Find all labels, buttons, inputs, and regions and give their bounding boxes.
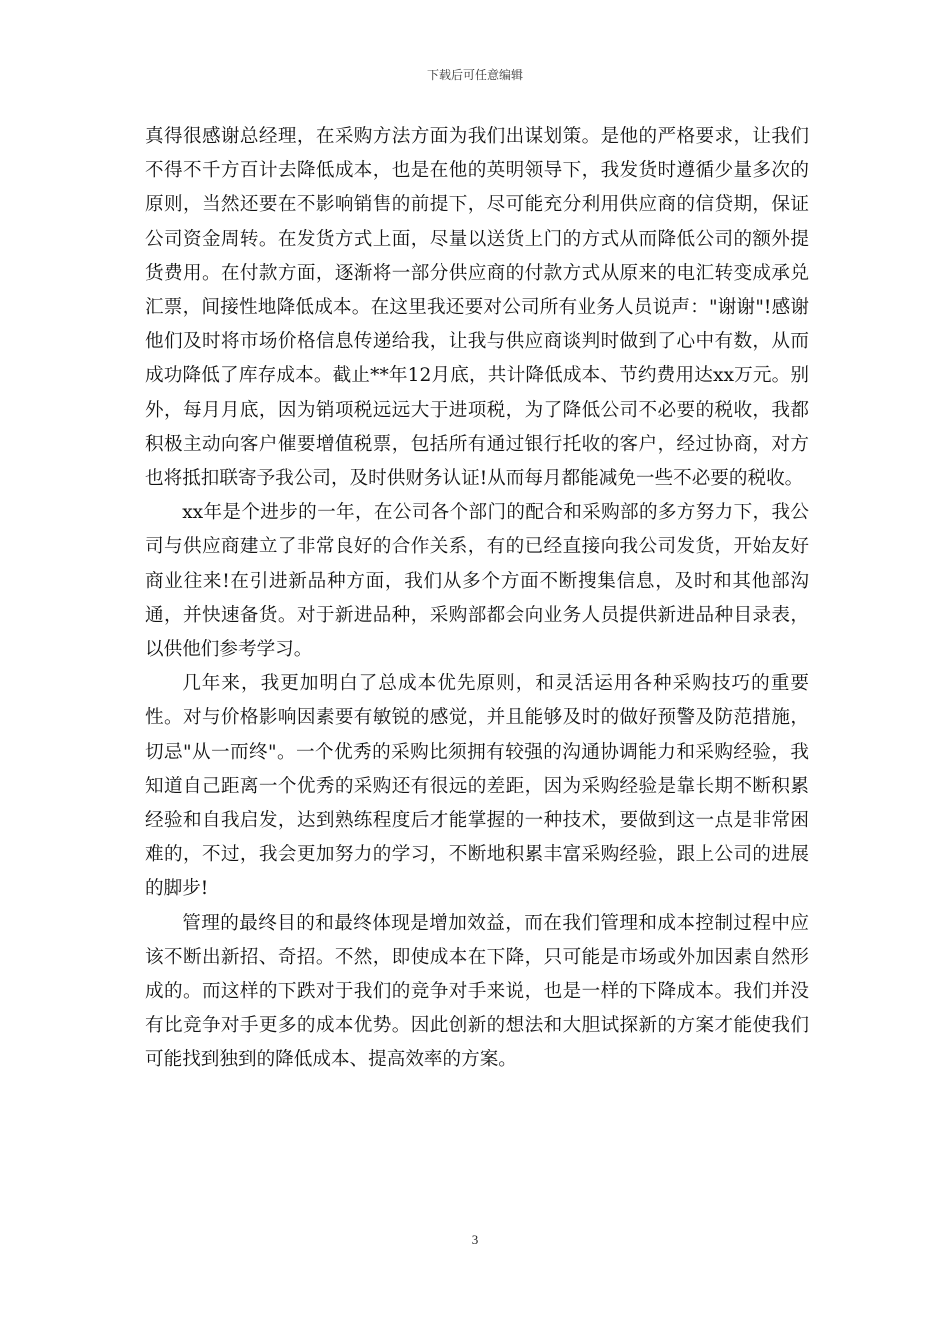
- paragraph: 管理的最终目的和最终体现是增加效益，而在我们管理和成本控制过程中应该不断出新招、奇招。不然，即使成本在下降，只可能是市场或外加因素自然形成的。而这样的下跌对于我们的竞争对手来说，也是一样的下降成本。我们并没有比竞争对手更多的成本优势。因此创新的想法和大胆试探新的方案才能使我们可能找到独到的降低成本、提高效率的方案。: [145, 912, 809, 1071]
- page-header: 下载后可任意编辑: [426, 68, 523, 82]
- paragraph: xx年是个进步的一年，在公司各个部门的配合和采购部的多方努力下，我公司与供应商建立了非常良好的合作关系，有的已经直接向我公司发货，开始友好商业往来!在引进新品种方面，我们从多个方面不断搜集信息，及时和其他部沟通，并快速备货。对于新进品种，采购部都会向业务人员提供新进品种目录表，以供他们参考学习。: [145, 502, 809, 661]
- paragraph: 几年来，我更加明白了总成本优先原则，和灵活运用各种采购技巧的重要性。对与价格影响因素要有敏锐的感觉，并且能够及时的做好预警及防范措施，切忌"从一而终"。一个优秀的采购比须拥有较强的沟通协调能力和采购经验，我知道自己距离一个优秀的采购还有很远的差距，因为采购经验是靠长期不断积累经验和自我启发，达到熟练程度后才能掌握的一种技术，要做到这一点是非常困难的，不过，我会更加努力的学习，不断地积累丰富采购经验，跟上公司的进展的脚步!: [145, 673, 809, 900]
- page-number: 3: [471, 1232, 479, 1247]
- document-body: [145, 120, 809, 1078]
- paragraph-continued: 真得很感谢总经理，在采购方法方面为我们出谋划策。是他的严格要求，让我们不得不千方百计去降低成本，也是在他的英明领导下，我发货时遵循少量多次的原则，当然还要在不影响销售的前提下，尽可能充分利用供应商的信贷期，保证公司资金周转。在发货方式上面，尽量以送货上门的方式从而降低公司的额外提货费用。在付款方面，逐渐将一部分供应商的付款方式从原来的电汇转变成承兑汇票，间接性地降低成本。在这里我还要对公司所有业务人员说声："谢谢"!感谢他们及时将市场价格信息传递给我，让我与供应商谈判时做到了心中有数，从而成功降低了库存成本。截止**年12月底，共计降低成本、节约费用达xx万元。别外，每月月底，因为销项税远远大于进项税，为了降低公司不必要的税收，我都积极主动向客户催要增值税票，包括所有通过银行托收的客户，经过协商，对方也将抵扣联寄予我公司，及时供财务认证!从而每月都能减免一些不必要的税收。: [145, 126, 809, 490]
